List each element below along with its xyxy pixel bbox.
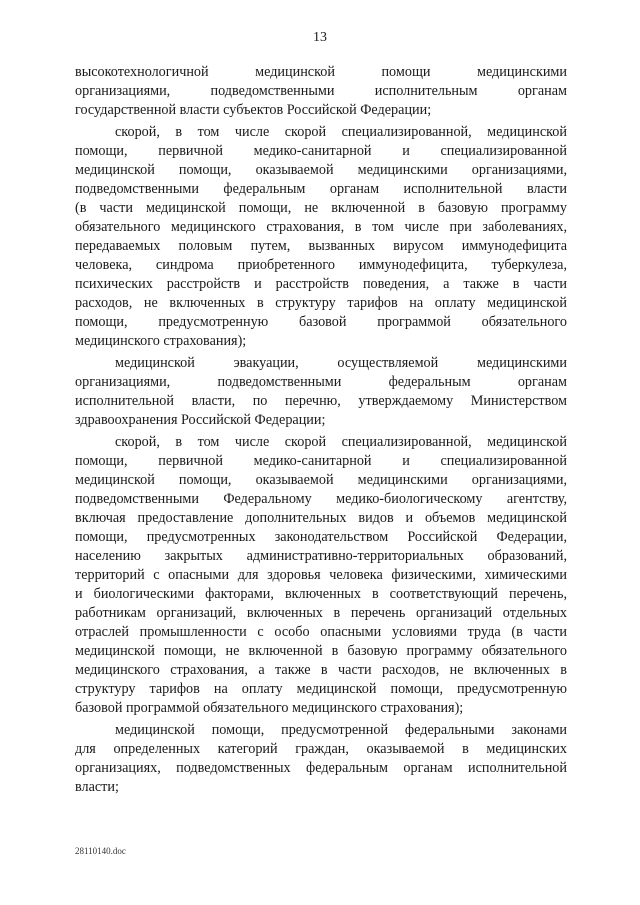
text-line: психических расстройств и расстройств поведения, а также в части	[75, 276, 567, 292]
text-line: населению закрытых административно-территориальных образований,	[75, 548, 567, 564]
text-line: подведомственными федеральным органам исполнительной власти	[75, 181, 567, 197]
text-line: скорой, в том числе скорой специализированной, медицинской	[115, 124, 567, 140]
text-line: включая предоставление дополнительных видов и объемов медицинской	[75, 510, 567, 526]
text-line: подведомственными Федеральному медико-биологическому агентству,	[75, 491, 567, 507]
page-number: 13	[313, 30, 327, 45]
text-line: власти;	[75, 779, 119, 795]
text-line: расходов, не включенных в структуру тарифов на оплату медицинской	[75, 295, 567, 311]
text-line: помощи, предусмотренных законодательством Российской Федерации,	[75, 529, 567, 545]
text-line: базовой программой обязательного медицинского страхования);	[75, 700, 464, 716]
text-line: территорий с опасными для здоровья человека физическими, химическими	[75, 567, 567, 583]
text-line: помощи, предусмотренную базовой программой обязательного	[75, 314, 567, 330]
text-line: организациями, подведомственными исполнительным органам	[75, 83, 567, 99]
text-line: скорой, в том числе скорой специализированной, медицинской	[115, 434, 567, 450]
text-line: структуру тарифов на оплату медицинской помощи, предусмотренную	[75, 681, 567, 697]
text-line: медицинского страхования);	[75, 333, 247, 349]
document-file-code: 28110140.doc	[75, 846, 126, 856]
text-line: медицинской помощи, оказываемой медицинскими организациями,	[75, 472, 567, 488]
text-line: медицинской эвакуации, осуществляемой медицинскими	[115, 355, 567, 371]
text-line: организациях, подведомственных федеральным органам исполнительной	[75, 760, 567, 776]
text-line: медицинской помощи, не включенной в базовую программу обязательного	[75, 643, 567, 659]
text-line: высокотехнологичной медицинской помощи медицинскими	[75, 64, 567, 80]
text-line: исполнительной власти, по перечню, утверждаемому Министерством	[75, 393, 567, 409]
text-line: работникам организаций, включенных в перечень организаций отдельных	[75, 605, 567, 621]
text-line: (в части медицинской помощи, не включенной в базовую программу	[75, 200, 567, 216]
text-line: помощи, первичной медико-санитарной и специализированной	[75, 143, 567, 159]
text-line: медицинской помощи, оказываемой медицинскими организациями,	[75, 162, 567, 178]
text-line: здравоохранения Российской Федерации;	[75, 412, 326, 428]
text-line: и биологическими факторами, включенных в соответствующий перечень,	[75, 586, 567, 602]
text-line: отраслей промышленности с особо опасными условиями труда (в части	[75, 624, 567, 640]
text-line: государственной власти субъектов Российской Федерации;	[75, 102, 432, 118]
text-line: организациями, подведомственными федеральным органам	[75, 374, 567, 390]
text-line: обязательного медицинского страхования, в том числе при заболеваниях,	[75, 219, 567, 235]
text-line: для определенных категорий граждан, оказываемой в медицинских	[75, 741, 567, 757]
text-line: человека, синдрома приобретенного иммунодефицита, туберкулеза,	[75, 257, 567, 273]
text-line: медицинской помощи, предусмотренной федеральными законами	[115, 722, 567, 738]
text-line: медицинского страхования, а также в части расходов, не включенных в	[75, 662, 567, 678]
text-line: помощи, первичной медико-санитарной и специализированной	[75, 453, 567, 469]
text-line: передаваемых половым путем, вызванных вирусом иммунодефицита	[75, 238, 567, 254]
